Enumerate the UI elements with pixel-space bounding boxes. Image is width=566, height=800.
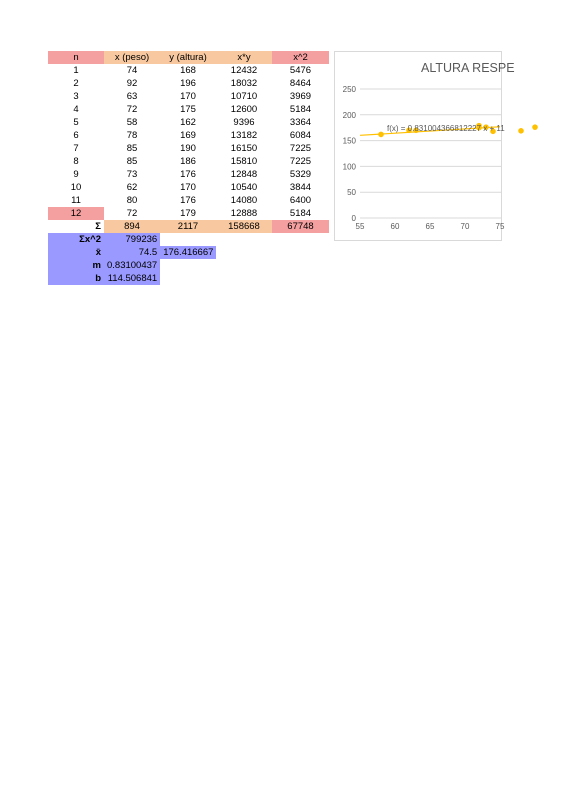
trendline-equation: f(x) = 0.831004366812227 x + 11 [387,124,505,133]
cell-x[interactable]: 85 [126,156,138,167]
cell-x2[interactable]: 5184 [289,104,312,115]
sum-x[interactable]: 894 [104,220,160,233]
cell-x2[interactable]: 3969 [289,91,312,102]
cell-xy[interactable]: 9396 [233,117,255,128]
stats-row-b [48,272,216,285]
empty-cell[interactable] [160,272,216,285]
sum-y[interactable]: 2117 [160,220,216,233]
cell-x2[interactable]: 7225 [289,156,312,167]
cell-n[interactable]: 2 [73,78,79,89]
mean-y-value[interactable]: 176.416667 [160,246,216,259]
mean-x-value[interactable]: 74.5 [104,246,160,259]
cell-y[interactable]: 170 [180,182,196,193]
table-row [48,194,329,207]
table-row [48,207,329,220]
spreadsheet [48,51,329,285]
cell-x[interactable]: 80 [126,195,138,206]
cell-xy[interactable]: 13182 [230,130,258,141]
cell-xy[interactable]: 10540 [230,182,258,193]
cell-n[interactable]: 1 [73,65,79,76]
sum-label[interactable]: Σ [95,221,101,232]
cell-n[interactable]: 10 [70,182,82,193]
table-row [48,129,329,142]
cell-n[interactable]: 7 [73,143,79,154]
cell-xy[interactable]: 12432 [230,65,258,76]
x-tick-label: 60 [390,222,400,231]
cell-x2[interactable]: 5329 [289,169,312,180]
x-tick-label: 75 [495,222,505,231]
sum-xy[interactable]: 158668 [216,220,272,233]
cell-y[interactable]: 196 [180,78,196,89]
cell-xy[interactable]: 10710 [230,91,258,102]
mean-label[interactable]: x̄ [48,246,104,259]
cell-y[interactable]: 186 [180,156,196,167]
header-row [48,51,329,64]
table-row [48,90,329,103]
y-tick-label: 50 [347,188,356,198]
table-row [48,103,329,116]
cell-y[interactable]: 176 [180,195,196,206]
cell-xy[interactable]: 16150 [230,143,258,154]
cell-x2[interactable]: 6400 [289,195,312,206]
x-tick-label: 65 [425,222,435,231]
header-cell-n[interactable]: n [48,51,104,64]
stats-row-mean [48,246,216,259]
cell-x[interactable]: 78 [126,130,138,141]
cell-y[interactable]: 179 [180,208,196,219]
header-cell-x2[interactable]: x^2 [272,51,329,64]
empty-cell[interactable] [160,259,216,272]
cell-x2[interactable]: 7225 [289,143,312,154]
header-cell-y[interactable]: y (altura) [160,51,216,64]
cell-y[interactable]: 169 [180,130,196,141]
cell-xy[interactable]: 14080 [230,195,258,206]
cell-xy[interactable]: 12600 [230,104,258,115]
cell-x2[interactable]: 3844 [289,182,312,193]
cell-y[interactable]: 175 [180,104,196,115]
cell-y[interactable]: 170 [180,91,196,102]
empty-cell[interactable] [160,233,216,246]
y-tick-label: 100 [342,162,356,172]
x-tick-label: 55 [355,222,365,231]
cell-xy[interactable]: 12888 [230,208,258,219]
table-row [48,168,329,181]
cell-n[interactable]: 9 [73,169,79,180]
sum-x2[interactable]: 67748 [272,220,329,233]
table-row [48,155,329,168]
table-row [48,77,329,90]
scatter-chart[interactable] [334,51,515,241]
cell-y[interactable]: 168 [180,65,196,76]
cell-n[interactable]: 12 [48,207,104,220]
sum-row [48,220,329,233]
data-table [48,51,329,233]
cell-xy[interactable]: 12848 [230,169,258,180]
sumx2sq-value[interactable]: 799236 [104,233,160,246]
header-cell-x[interactable]: x (peso) [104,51,160,64]
sumx2sq-label[interactable]: Σx^2 [48,233,104,246]
cell-n[interactable]: 5 [73,117,79,128]
x-tick-label: 70 [460,222,470,231]
table-row [48,181,329,194]
cell-n[interactable]: 11 [71,195,81,206]
slope-label[interactable]: m [48,259,104,272]
cell-x[interactable]: 73 [126,169,138,180]
cell-x[interactable]: 63 [126,91,138,102]
table-row [48,142,329,155]
chart-plot [335,52,505,240]
cell-x2[interactable]: 5476 [289,65,312,76]
stats-row-sumx2sq [48,233,216,246]
y-tick-label: 150 [342,136,356,146]
intercept-value[interactable]: 114.506841 [104,272,160,285]
cell-x[interactable]: 58 [126,117,138,128]
y-tick-label: 250 [342,85,356,94]
cell-x2[interactable]: 8464 [289,78,312,89]
data-point [518,128,524,134]
stats-table [48,233,216,285]
cell-y[interactable]: 162 [180,117,196,128]
y-tick-label: 200 [342,110,356,120]
cell-y[interactable]: 190 [180,143,196,154]
cell-x2[interactable]: 5184 [289,208,312,219]
stats-row-m [48,259,216,272]
cell-x[interactable]: 62 [126,182,138,193]
cell-y[interactable]: 176 [180,169,196,180]
cell-xy[interactable]: 18032 [230,78,258,89]
header-cell-xy[interactable]: x*y [216,51,272,64]
cell-x[interactable]: 72 [126,208,138,219]
chart-title: ALTURA RESPE [421,61,515,75]
cell-x[interactable]: 72 [126,104,138,115]
table-row [48,116,329,129]
data-point [378,132,384,138]
cell-x[interactable]: 74 [126,65,138,76]
cell-x2[interactable]: 6084 [289,130,312,141]
cell-xy[interactable]: 15810 [230,156,258,167]
y-tick-label: 0 [351,214,356,223]
table-row [48,64,329,77]
cell-n[interactable]: 4 [73,104,79,115]
cell-n[interactable]: 8 [73,156,79,167]
data-point [532,124,538,130]
cell-n[interactable]: 6 [73,130,79,141]
cell-n[interactable]: 3 [73,91,79,102]
cell-x2[interactable]: 3364 [289,117,312,128]
slope-value[interactable]: 0.83100437 [104,259,160,272]
cell-x[interactable]: 85 [126,143,138,154]
intercept-label[interactable]: b [48,272,104,285]
cell-x[interactable]: 92 [126,78,138,89]
